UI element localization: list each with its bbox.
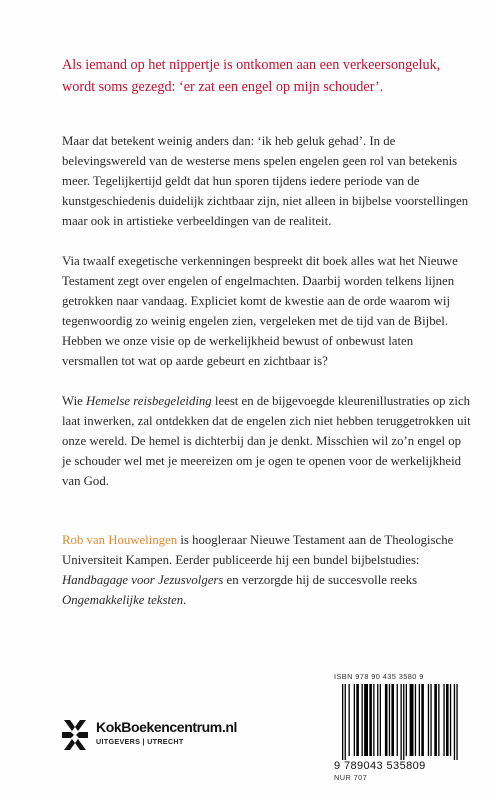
barcode-bar [403, 684, 404, 760]
barcode-bar [385, 684, 388, 756]
barcode-bar [410, 684, 414, 756]
barcode-bar [369, 684, 372, 756]
author-work-1: Handbagage voor Jezusvolgers [62, 573, 224, 587]
barcode-digits: 9 789043 535809 [334, 760, 426, 772]
barcode-bar [391, 684, 394, 756]
paragraph-3-rest: leest en de bijgevoegde kleurenillustraties op zich laat inwerken, zal ontdekken dat de engelen zich niet hebben teruggetrokken uit onze wereld. De hemel is dichterbij dan je denkt. Misschien wil zo’n engel op je schouder wel met je meereizen om je ogen te openen voor de werkelijkheid van God. [62, 394, 471, 488]
body-paragraph-2: Via twaalf exegetische verkenningen bespreekt dit boek alles wat het Nieuwe Testament zegt over engelen of engelmachten. Daarbij worden telkens lijnen getrokken naar vandaag. Expliciet komt de kwestie aan de orde waarom wij tegenwoordig zo weinig engelen zien, vergeleken met de tijd van de Bijbel. Hebben we onze visie op de werkelijkheid bewust of onbewust laten versmallen tot wat op aarde gebeurt en zichtbaar is? [62, 254, 458, 368]
barcode-bar [419, 684, 420, 756]
barcode-bar [345, 684, 346, 760]
barcode-bar [443, 684, 444, 756]
author-bio-start: is hoogleraar Nieuwe Testament aan de Theologische Universiteit Kampen. Eerder publiceerde hij een bundel bijbelstudies: [62, 533, 454, 567]
barcode-bar [373, 684, 374, 756]
barcode-bar [356, 684, 359, 756]
author-bio-end: . [183, 593, 187, 607]
barcode-bar [428, 684, 429, 756]
author-bio [62, 530, 472, 610]
barcode-bar [456, 684, 457, 760]
barcode-bar [438, 684, 439, 756]
nur-code: NUR 707 [334, 773, 368, 782]
barcode-bar [415, 684, 416, 756]
barcode-block [334, 672, 474, 782]
barcode-bar [349, 684, 350, 756]
publisher-logo [62, 716, 262, 756]
author-name: Rob van Houwelingen [62, 533, 178, 547]
barcode-bar [430, 684, 431, 756]
barcode-bar [434, 684, 437, 756]
barcode-bar [421, 684, 424, 756]
barcode-bar [406, 684, 407, 756]
barcode-bar [389, 684, 390, 756]
barcode-image [334, 684, 474, 760]
author-work-2: Ongemakkelijke teksten [62, 593, 184, 607]
barcode-bar [401, 684, 402, 760]
barcode-bar [364, 684, 368, 756]
barcode-bar [454, 684, 455, 760]
publisher-subtitle: UITGEVERS | UTRECHT [96, 737, 184, 746]
barcode-bar [377, 684, 378, 756]
barcode-bar [450, 684, 451, 756]
barcode-bar [362, 684, 363, 756]
author-bio-mid: en verzorgde hij de succesvolle reeks [223, 573, 418, 587]
publisher-name: KokBoekencentrum.nl [96, 719, 237, 735]
lead-quote: Als iemand op het nippertje is ontkomen aan een verkeersongeluk, wordt soms gezegd: ‘er zat een engel op mijn schouder’. [62, 57, 441, 95]
body-paragraph-3 [62, 391, 472, 491]
book-title: Hemelse reisbegeleiding [86, 394, 212, 408]
barcode-bar [354, 684, 355, 756]
barcode-bar [342, 684, 343, 760]
body-paragraph-1: Maar dat betekent weinig anders dan: ‘ik heb geluk gehad’. In de belevingswereld van de westerse mens spelen engelen geen rol van betekenis meer. Tegelijkertijd geldt dat hun sporen tijdens iedere periode van de kunstgeschiedenis duidelijk zichtbaar zijn, niet alleen in bijbelse voorstellingen maar ook in artistieke verbeeldingen van de realiteit. [62, 134, 469, 228]
barcode-bar [397, 684, 398, 756]
barcode-bar [380, 684, 381, 756]
publisher-mark-icon [62, 718, 88, 752]
barcode-bar [446, 684, 449, 756]
isbn-text: ISBN 978 90 435 3580 9 [334, 672, 424, 681]
paragraph-3-start: Wie [62, 394, 87, 408]
